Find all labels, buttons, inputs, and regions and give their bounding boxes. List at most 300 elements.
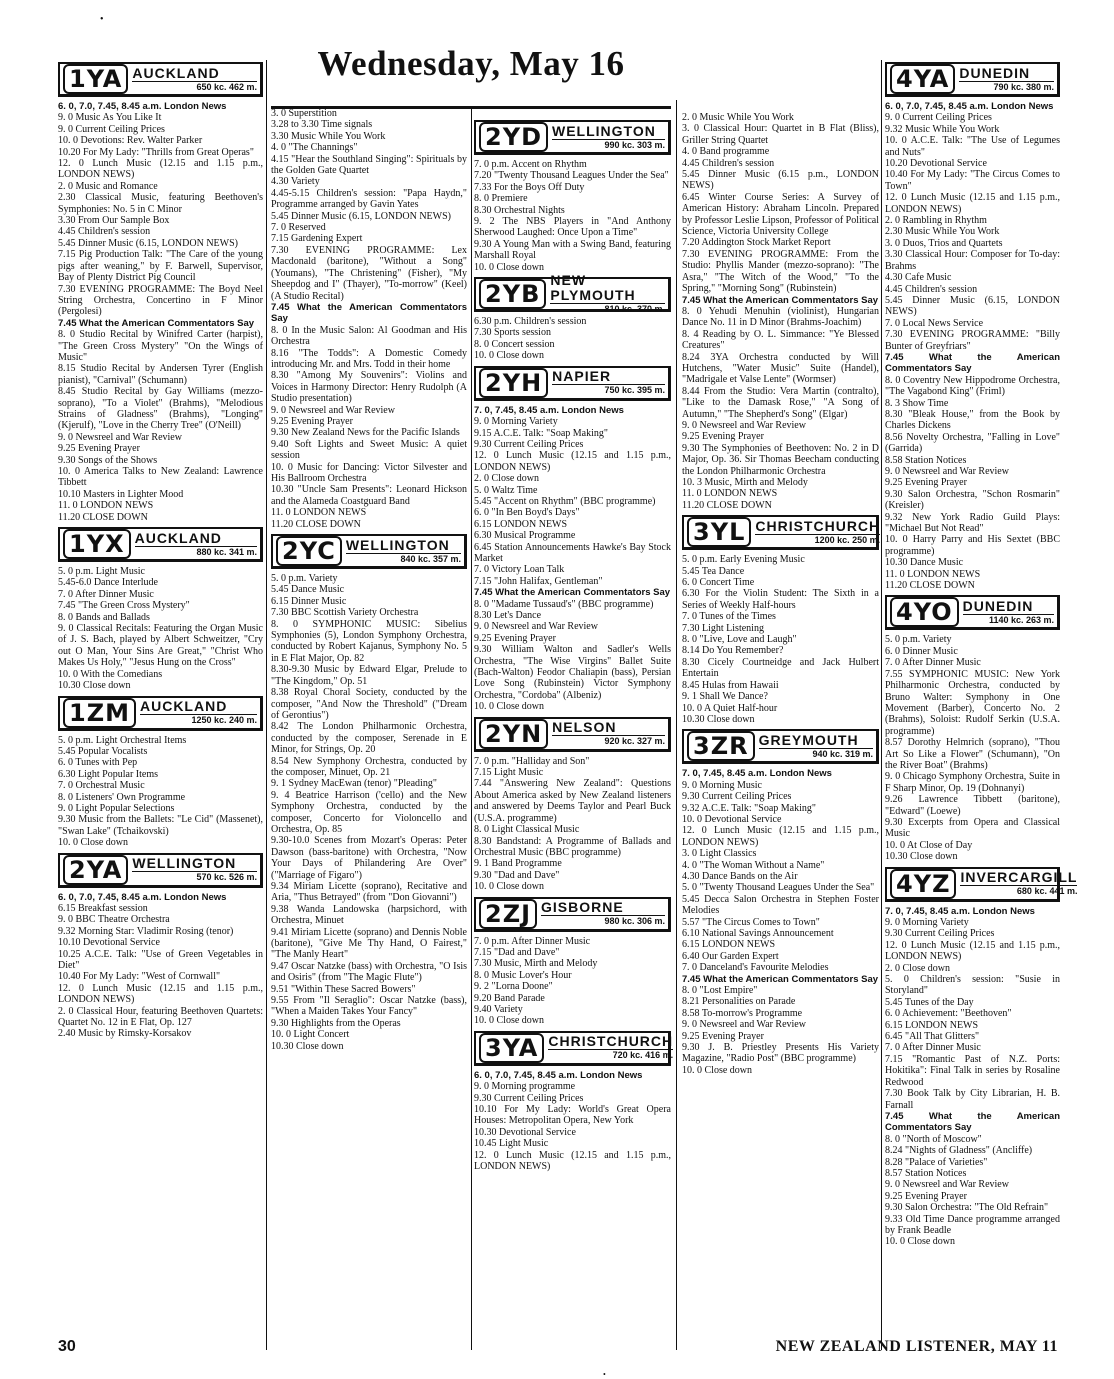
programme-entry: 6.15 LONDON NEWS (682, 939, 776, 951)
programme-entry: 12. 0 Lunch Music (12.15 and 1.15 p.m., LONDON NEWS) (885, 192, 1060, 215)
programme-entry: 9.41 Miriam Licette (soprano) and Dennis Noble (baritone), "Give Me Thy Hand, O Fairest," "The Manly Heart" (271, 926, 467, 961)
station-header-4yo (885, 595, 1060, 630)
station-frequency: 940 kc. 319 m. (812, 748, 873, 759)
programme-entry: 9.30 Highlights from the Operas (271, 1017, 401, 1029)
station-info (759, 733, 873, 760)
station-call-sign: 4YO (890, 597, 959, 627)
programme-entry: 9. 0 Newsreel and War Review (885, 1179, 1009, 1191)
programme-entry: 6.15 Dinner Music (271, 595, 347, 607)
programme-entry: 11. 0 LONDON NEWS (271, 507, 367, 519)
programme-entry: 9. 0 Newsreel and War Review (885, 466, 1009, 477)
programme-entry: 8. 0 SYMPHONIC MUSIC: Sibelius Symphonies (5), London Symphony Orchestra, conducted by Robert Kajanus, Symphony No. 5 in E Flat Major, Op. 82 (271, 618, 467, 664)
programme-entry: 7.30 Light Listening (682, 622, 764, 634)
station-header-3yl (682, 515, 879, 550)
programme-entry: 9. 2 The NBS Players in "And Anthony Sherwood Laughed: Once Upon a Time" (474, 216, 671, 239)
programme-entry: 9.32 Music While You Work (885, 123, 1000, 135)
station-header-3zr (682, 729, 879, 764)
programme-entry: 10. 0 Light Concert (271, 1029, 350, 1041)
programme-entry: 10. 0 Close down (474, 261, 544, 273)
programme-entry: 7. 0 After Dinner Music (885, 1042, 981, 1054)
programme-entry: 3. 0 Classical Hour: Quartet in B Flat (Bliss), Griller String Quartet (682, 123, 879, 146)
station-info (140, 699, 257, 726)
station-city: CHRISTCHURCH (755, 517, 881, 534)
programme-entry: 5. 0 p.m. Light Music (58, 566, 145, 578)
station-header-2zj (474, 897, 671, 932)
station-frequency: 1200 kc. 250 m. (814, 534, 881, 545)
station-header-4yz (885, 867, 1078, 902)
programme-entry: 5. 0 p.m. Variety (271, 573, 338, 585)
programme-entry: 11. 0 LONDON NEWS (885, 568, 981, 580)
programme-entry: 7.15 "Dad and Dave" (474, 946, 560, 958)
programme-entry: 9.30 Salon Orchestra: "The Old Refrain" (885, 1202, 1049, 1214)
programme-entry: 10. 0 Music for Dancing: Victor Silvester and His Ballroom Orchestra (271, 461, 467, 484)
programme-entry: 8.14 Do You Remember? (682, 645, 784, 657)
programme-entry: 7.30 Book Talk by City Librarian, H. B. Farnall (885, 1088, 1060, 1111)
station-header-2yb (474, 272, 671, 315)
column-2b (474, 116, 674, 1173)
station-info (960, 870, 1077, 897)
page-title: Wednesday, May 16 (317, 44, 625, 83)
programme-entry: 7.33 For the Boys Off Duty (474, 181, 585, 193)
programme-entry: 8. 4 Reading by O. L. Simmance: "Ye Blessed Creatures" (682, 328, 879, 352)
station-info (552, 369, 665, 396)
programme-entry: 10.40 For My Lady: "The Circus Comes to Town" (885, 169, 1060, 192)
column-divider (881, 60, 882, 1350)
programme-entry: 8.44 From the Studio: Vera Martin (contralto), "Like to the Damask Rose," "A Song of Autumn," "The Shepherd's Song" (Elgar) (682, 385, 879, 420)
programme-entry: 8.58 Station Notices (885, 454, 967, 466)
programme-entry: 7.15 "Romantic Past of N.Z. Ports: Hokitika": Final Talk in series by Rosaline Redwood (885, 1053, 1060, 1088)
programme-entry: 9. 1 Sydney MacEwan (tenor) "Pleading" (271, 778, 437, 790)
station-info (346, 538, 461, 565)
programme-entry: 9. 0 Morning Music (682, 779, 762, 791)
station-frequency: 570 kc. 526 m. (196, 872, 257, 883)
station-info (548, 1034, 673, 1061)
programme-entry: 8.24 3YA Orchestra conducted by Will Hutchens, "Water Music" Suite (Handel), "Madrigale et Valse Lente" (Wormser) (682, 351, 879, 386)
programme-entry: 3.30 From Our Sample Box (58, 215, 170, 227)
programme-entry: 8.54 New Symphony Orchestra, conducted by the composer, Minuet, Op. 21 (271, 755, 467, 778)
programme-entry: 4.15 "Hear the Southland Singing": Spirituals by the Golden Gate Quartet (271, 153, 467, 177)
programme-entry: 9. 0 Classical Recitals: Featuring the Organ Music of J. S. Bach, played by Albert Schweitzer, "Cry out O Man, Your Sins Are Great," "Christ Who Makes Us Holy," "Jesus Hung on the Cross" (58, 623, 263, 669)
programme-entry: 8.24 "Nights of Gladness" (Ancliffe) (885, 1145, 1033, 1157)
programme-entry: 10.40 For My Lady: "West of Cornwall" (58, 971, 221, 983)
programme-entry: 9.32 New York Radio Guild Plays: "Michael But Not Read" (885, 511, 1060, 535)
station-header-2ya (58, 853, 263, 888)
station-call-sign: 4YZ (890, 869, 956, 899)
station-frequency: 990 kc. 303 m. (604, 139, 665, 150)
programme-entry: 8. 0 "Lost Empire" (682, 985, 758, 997)
programme-entry: 8. 0 "Live, Love and Laugh" (682, 634, 797, 646)
programme-entry: 9.30 Songs of the Shows (58, 454, 158, 466)
programme-entry: 5. 0 p.m. Light Orchestral Items (58, 734, 187, 746)
programme-entry: 8.57 Dorothy Helmrich (soprano), "Thou Art So Like a Flower" (Schumann), "On the River Boat" (Brahms) (885, 737, 1060, 771)
station-header-1zm (58, 696, 263, 731)
column-2a (271, 108, 467, 1052)
station-city: WELLINGTON (346, 538, 461, 554)
programme-entry: 8. 0 Concert session (474, 338, 555, 350)
programme-entry: 10. 0 Close down (474, 701, 544, 713)
station-call-sign: 4YA (890, 64, 955, 94)
programme-entry: 9.30 Excerpts from Opera and Classical Music (885, 816, 1060, 840)
programme-entry: 9.30 Current Ceiling Prices (474, 1092, 584, 1104)
programme-entry: 6. 0, 7.0, 7.45, 8.45 a.m. London News (885, 101, 1054, 112)
programme-entry: 8.38 Royal Choral Society, conducted by the composer, "And Now the Threshold" ("Dream of Gerontius") (271, 687, 467, 721)
programme-entry: 9. 0 Current Ceiling Prices (58, 123, 165, 135)
programme-entry: 2. 0 Close down (474, 473, 539, 485)
programme-entry: 10. 0 America Talks to New Zealand: Lawrence Tibbett (58, 466, 263, 489)
station-header-4ya (885, 62, 1060, 97)
programme-entry: 12. 0 Lunch Music (12.15 and 1.15 p.m., LONDON NEWS) (885, 939, 1060, 963)
programme-entry: 6. 0, 7.0, 7.45, 8.45 a.m. London News (58, 101, 227, 112)
station-header-1yx (58, 527, 263, 562)
programme-entry: 7.15 Gardening Expert (271, 233, 363, 245)
station-city: DUNEDIN (959, 66, 1054, 82)
programme-entry: 10.10 Devotional Service (58, 937, 160, 949)
programme-entry: 6.45 Winter Course Series: A Survey of American History: Abraham Lincoln. Prepared by Professor Leslie Lipson, Professor of Political Science, Victoria University College (682, 191, 879, 238)
programme-entry: 7. 0 p.m. After Dinner Music (474, 935, 591, 947)
programme-entry: 7.15 Light Music (474, 767, 544, 779)
station-frequency: 810 kc. 370 m. (604, 304, 665, 315)
station-frequency: 1140 kc. 263 m. (988, 614, 1054, 625)
programme-entry: 5.45 Dinner Music (6.15, LONDON NEWS) (58, 237, 238, 249)
programme-entry: 9.38 Wanda Landowska (harpsichord, with Orchestra, Minuet (271, 903, 467, 927)
station-info (550, 273, 665, 315)
station-info (552, 720, 665, 747)
programme-entry: 2. 0 Music and Romance (58, 180, 158, 192)
programme-entry: 6. 0 Dinner Music (885, 645, 958, 657)
programme-entry: 9.30 Current Ceiling Prices (885, 928, 995, 940)
programme-entry: 10. 0 At Close of Day (885, 839, 973, 851)
programme-entry: 2. 0 Close down (885, 962, 950, 974)
programme-entry: 9.25 Evening Prayer (682, 431, 764, 443)
station-header-3ya (474, 1031, 674, 1066)
programme-entry: 4.30 Variety (271, 176, 320, 188)
programme-entry: 10. 0 Close down (682, 1064, 752, 1076)
programme-entry: 9.47 Oscar Natzke (bass) with Orchestra, "O Isis and Osiris" (from "The Magic Flute") (271, 960, 467, 984)
programme-entry: 9.25 Evening Prayer (58, 443, 140, 455)
programme-entry: 6.30 Musical Programme (474, 530, 576, 542)
programme-entry: 6.15 LONDON NEWS (474, 518, 568, 530)
programme-entry: 10. 0 Close down (474, 1015, 544, 1027)
programme-entry: 9.30 Current Ceiling Prices (682, 791, 792, 803)
station-info (552, 124, 665, 151)
station-city: WELLINGTON (552, 124, 665, 140)
programme-entry: 9. 0 Newsreel and War Review (682, 419, 806, 431)
column-1 (58, 58, 263, 1040)
station-city: AUCKLAND (140, 699, 257, 715)
programme-entry: 8.30 Orchestral Nights (474, 204, 565, 216)
programme-entry: 9. 0 Newsreel and War Review (682, 1019, 806, 1031)
station-call-sign: 1YX (63, 529, 131, 559)
programme-entry: 9.25 Evening Prayer (271, 415, 353, 427)
programme-entry: 9.32 A.C.E. Talk: "Soap Making" (682, 802, 816, 814)
programme-entry: 3.30 Music While You Work (271, 130, 386, 142)
programme-entry: 4.45 Children's session (682, 157, 775, 169)
publication-footer: NEW ZEALAND LISTENER, MAY 11 (775, 1338, 1058, 1355)
station-city: AUCKLAND (135, 531, 257, 547)
station-header-1ya (58, 62, 263, 97)
programme-entry: 3. 0 Superstition (271, 108, 337, 119)
programme-entry: 10. 0 Devotions: Rev. Walter Parker (58, 135, 203, 147)
station-call-sign: 2YN (479, 719, 548, 749)
programme-entry: 10.30 Dance Music (885, 557, 964, 569)
programme-entry: 9.26 Lawrence Tibbett (baritone), "Edward" (Loewe) (885, 794, 1060, 817)
programme-entry: 7. 0 Danceland's Favourite Melodies (682, 962, 829, 974)
programme-entry: 10.30 Close down (271, 1040, 344, 1052)
station-city: GISBORNE (541, 900, 665, 916)
programme-entry: 9. 0 BBC Theatre Orchestra (58, 914, 170, 926)
programme-entry: 5. 0 p.m. Variety (885, 634, 952, 646)
programme-entry: 10.25 A.C.E. Talk: "Use of Green Vegetables in Diet" (58, 948, 263, 971)
programme-entry: 7.15 Pig Production Talk: "The Care of the young pigs after weaning," by F. Barwell, Supervisor, Bay of Plenty District Pig Council (58, 249, 263, 284)
programme-entry: 10.10 For My Lady: World's Great Opera Houses: Metropolitan Opera, New York (474, 1104, 671, 1127)
programme-entry: 8. 0 "Madame Tussaud's" (BBC programme) (474, 598, 654, 610)
programme-entry: 9.30 William Walton and Sadler's Wells Orchestra, "The Wise Virgins" Ballet Suite (Bach-Walton) Feodor Chaliapin (bass), Persian Love Song (Rubinstein) Victor Symphony Orchestra, "Cordoba" (Albeniz) (474, 644, 671, 701)
programme-entry: 6.30 p.m. Children's session (474, 316, 587, 328)
programme-entry: 8.30 "Among My Souvenirs": Violins and Voices in Harmony Director: Henry Rudolph (A Studio presentation) (271, 370, 467, 405)
programme-entry: 2. 0 Music While You Work (682, 112, 794, 123)
programme-entry: 9.30 J. B. Priestley Presents His Variety Magazine, "Radio Post" (BBC programme) (682, 1042, 879, 1065)
station-city: NAPIER (552, 369, 665, 385)
programme-entry: 4. 0 "The Channings" (271, 142, 358, 154)
programme-entry: 12. 0 Lunch Music (12.15 and 1.15 p.m., LONDON NEWS) (58, 982, 263, 1006)
programme-entry: 5.45 Decca Salon Orchestra in Stephen Foster Melodies (682, 893, 879, 917)
programme-entry: 7.30 Music, Mirth and Melody (474, 958, 598, 970)
station-frequency: 790 kc. 380 m. (993, 81, 1054, 92)
programme-entry: 12. 0 Lunch Music (12.15 and 1.15 p.m., LONDON NEWS) (58, 158, 263, 181)
programme-entry: 8.30-9.30 Music by Edward Elgar, Prelude to "The Kingdom," Op. 51 (271, 664, 467, 687)
programme-entry: 9. 4 Beatrice Harrison ('cello) and the New Symphony Orchestra, conducted by the composer, Concerto for Violoncello and Orchestra, Op. 85 (271, 789, 467, 835)
programme-entry: 11.20 CLOSE DOWN (58, 511, 148, 523)
station-city: WELLINGTON (132, 856, 257, 872)
programme-entry: 7.45 What the American Commentators Say (58, 317, 255, 329)
programme-entry: 5.57 "The Circus Comes to Town" (682, 916, 820, 928)
programme-entry: 10.20 Devotional Service (885, 158, 987, 170)
station-city: CHRISTCHURCH (548, 1033, 674, 1050)
programme-entry: 9. 0 Morning Variety (474, 416, 558, 428)
programme-entry: 7. 0 Victory Loan Talk (474, 564, 565, 576)
programme-entry: 3. 0 Duos, Trios and Quartets (885, 237, 1003, 249)
programme-entry: 7.30 EVENING PROGRAMME: The Boyd Neel String Orchestra, Concertino in F Minor (Pergolesi) (58, 283, 263, 318)
station-city: GREYMOUTH (759, 733, 873, 749)
programme-entry: 2.40 Music by Rimsky-Korsakov (58, 1028, 192, 1040)
programme-entry: 8. 0 "North of Moscow" (885, 1133, 982, 1145)
programme-entry: 5. 0 p.m. Early Evening Music (682, 554, 805, 566)
station-info (755, 519, 880, 546)
programme-entry: 8.45 Studio Recital by Gay Williams (mezzo-soprano), "To a Violet" (Brahms), "Melodious Strains of Gladness" (Brahms), "Longing" (Kjerulf), "Love in the Cherry Tree" (O'Neill) (58, 386, 263, 432)
station-call-sign: 2YD (479, 122, 548, 152)
programme-entry: 8. 0 Light Classical Music (474, 824, 580, 836)
programme-entry: 7.55 SYMPHONIC MUSIC: New York Philharmonic Orchestra, conducted by Bruno Walter: Symphony in One Movement (Barber), Concerto No. 2 (Brahms), Soloist: Rudolf Serkin (U.S.A. programme) (885, 668, 1060, 737)
programme-entry: 7.45 What the American Commentators Say (682, 973, 879, 985)
station-call-sign: 3YA (479, 1033, 544, 1063)
programme-entry: 5.45 Dinner Music (6.15, LONDON NEWS) (271, 210, 451, 222)
programme-entry: 8.30 Cicely Courtneidge and Jack Hulbert Entertain (682, 656, 879, 680)
programme-entry: 8.30 Let's Dance (474, 610, 542, 621)
programme-entry: 10. 0 A.C.E. Talk: "The Use of Legumes and Nuts" (885, 135, 1060, 158)
programme-entry: 9.30 New Zealand News for the Pacific Islands (271, 427, 460, 439)
programme-entry: 6.30 For the Violin Student: The Sixth in a Series of Weekly Half-hours (682, 588, 879, 611)
station-info (132, 856, 257, 883)
programme-entry: 5.45 Dinner Music (6.15 p.m., LONDON NEWS) (682, 169, 879, 192)
programme-entry: 11. 0 LONDON NEWS (682, 488, 778, 500)
programme-entry: 6.15 Breakfast session (58, 902, 148, 914)
programme-entry: 9. 0 Current Ceiling Prices (885, 112, 992, 124)
programme-entry: 7. 0 Reserved (271, 222, 326, 234)
programme-entry: 5.45 Popular Vocalists (58, 745, 148, 757)
programme-entry: 8. 3 Show Time (885, 397, 949, 409)
station-frequency: 840 kc. 357 m. (400, 553, 461, 564)
programme-entry: 6.45 Station Announcements Hawke's Bay Stock Market (474, 541, 671, 564)
programme-entry: 4. 0 Band programme (682, 146, 770, 158)
programme-entry: 10. 0 Close down (474, 350, 544, 362)
programme-entry: 6.10 National Savings Announcement (682, 928, 834, 939)
programme-entry: 2.30 Music While You Work (885, 226, 1000, 238)
programme-entry: 7.30 BBC Scottish Variety Orchestra (271, 607, 419, 619)
programme-entry: 9. 0 Chicago Symphony Orchestra, Suite in F Sharp Minor, Op. 19 (Dohnanyi) (885, 771, 1060, 794)
programme-entry: 4.30 Dance Bands on the Air (682, 870, 798, 882)
programme-entry: 9.32 Morning Star: Vladimir Rosing (tenor) (58, 925, 234, 937)
programme-entry: 9.34 Miriam Licette (soprano), Recitative and Aria, "Thus Betrayed" (from "Don Giovanni") (271, 881, 467, 904)
programme-entry: 4.30 Cafe Music (885, 272, 952, 284)
programme-entry: 7.30 Sports session (474, 327, 551, 339)
station-info (132, 66, 257, 93)
programme-entry: 6. 0 Concert Time (682, 577, 755, 589)
programme-entry: 5. 0 Waltz Time (474, 484, 538, 496)
programme-entry: 9. 0 Newsreel and War Review (474, 621, 598, 633)
programme-entry: 7. 0 Orchestral Music (58, 780, 145, 792)
programme-entry: 7. 0 Tunes of the Times (682, 611, 776, 623)
programme-entry: 7.30 EVENING PROGRAMME: From the Studio: Phyllis Mander (mezzo-soprano): "The Asra," "The Witch of the Wood," "To the Spring," "Morning Song" (Rubinstein) (682, 248, 879, 295)
programme-entry: 2.30 Classical Music, featuring Beethoven's Symphonies: No. 5 in C Minor (58, 192, 263, 215)
station-header-2yc (271, 534, 467, 569)
programme-entry: 8. 0 In the Music Salon: Al Goodman and His Orchestra (271, 324, 467, 348)
programme-entry: 9.25 Evening Prayer (474, 632, 556, 644)
programme-entry: 12. 0 Lunch Music (12.15 and 1.15 p.m., LONDON NEWS) (474, 1149, 671, 1173)
programme-entry: 5.45 "Accent on Rhythm" (BBC programme) (474, 495, 656, 507)
programme-entry: 7. 0, 7.45, 8.45 a.m. London News (474, 404, 624, 416)
programme-entry: 10. 0 Close down (474, 881, 544, 893)
programme-entry: 9.51 "Within These Sacred Bowers" (271, 983, 416, 995)
programme-entry: 8. 0 Music Lover's Hour (474, 969, 572, 981)
station-call-sign: 3YL (687, 517, 751, 547)
programme-entry: 6.15 LONDON NEWS (885, 1019, 979, 1031)
programme-entry: 7. 0 After Dinner Music (885, 657, 981, 669)
programme-entry: 7.45 What the American Commentators Say (682, 294, 879, 306)
programme-entry: 7.45 What the American Commentators Say (474, 587, 671, 599)
programme-entry: 8. 0 Premiere (474, 193, 528, 205)
programme-entry: 7.45 What the American Commentators Say (885, 351, 1060, 375)
station-info (541, 900, 665, 927)
station-city: INVERCARGILL (960, 869, 1078, 886)
programme-entry: 8.28 "Palace of Varieties" (885, 1156, 988, 1168)
programme-entry: 9.30 Current Ceiling Prices (474, 438, 584, 450)
station-frequency: 650 kc. 462 m. (196, 81, 257, 92)
station-frequency: 680 kc. 441 m. (1016, 886, 1078, 897)
column-4 (885, 58, 1078, 1248)
programme-entry: 9. 1 Shall We Dance? (682, 691, 768, 703)
column-divider (266, 60, 267, 1350)
programme-entry: 6. 0 "In Ben Boyd's Days" (474, 507, 580, 519)
programme-entry: 9.30 A Young Man with a Swing Band, featuring Marshall Royal (474, 238, 671, 262)
station-call-sign: 2YH (479, 368, 548, 398)
programme-entry: 8.42 The London Philharmonic Orchestra, conducted by the composer, Serenade in E Minor, for Strings, Op. 20 (271, 721, 467, 756)
programme-entry: 7.45 What the American Commentators Say (885, 1110, 1060, 1134)
programme-entry: 9. 2 "Lorna Doone" (474, 981, 553, 993)
programme-entry: 9.30 The Symphonies of Beethoven: No. 2 in D Major, Op. 36. Sir Thomas Beecham conducting the London Philharmonic Orchestra (682, 442, 879, 477)
programme-entry: 9. 1 Band Programme (474, 858, 562, 870)
programme-entry: 9.30 Music from the Ballets: "Le Cid" (Massenet), "Swan Lake" (Tchaikovski) (58, 814, 263, 837)
programme-entry: 11.20 CLOSE DOWN (682, 499, 772, 511)
programme-entry: 3.28 to 3.30 Time signals (271, 119, 373, 131)
column-3 (682, 112, 879, 1076)
programme-entry: 7.44 "Answering New Zealand": Questions About America asked by New Zealand listeners and answered by Deems Taylor and Pearl Buck (U.S.A. programme) (474, 778, 671, 824)
programme-entry: 7. 0 Local News Service (885, 317, 984, 329)
programme-entry: 10. 0 Close down (58, 837, 128, 849)
programme-entry: 7.45 What the American Commentators Say (271, 301, 467, 325)
programme-entry: 8. 0 Studio Recital by Winifred Carter (harpist), "The Green Cross Mystery" "On the Wings of Music" (58, 329, 263, 363)
programme-entry: 4.45 Children's session (885, 283, 978, 295)
programme-entry: 3.30 Classical Hour: Composer for To-day: Brahms (885, 249, 1060, 272)
programme-entry: 10.20 For My Lady: "Thrills from Great Operas" (58, 146, 254, 158)
station-call-sign: 1YA (63, 64, 128, 94)
programme-entry: 8.56 Novelty Orchestra, "Falling in Love" (Garrida) (885, 431, 1060, 455)
programme-entry: 7.20 "Twenty Thousand Leagues Under the Sea" (474, 170, 669, 182)
programme-entry: 12. 0 Lunch Music (12.15 and 1.15 p.m., LONDON NEWS) (474, 450, 671, 473)
programme-entry: 7.45 "The Green Cross Mystery" (58, 600, 190, 612)
programme-entry: 8.16 "The Todds": A Domestic Comedy introducing Mr. and Mrs. Todd in their home (271, 347, 467, 370)
station-frequency: 720 kc. 416 m. (612, 1050, 674, 1061)
programme-entry: 9. 0 Morning Variety (885, 917, 969, 928)
programme-entry: 6.30 Light Popular Items (58, 768, 158, 780)
programme-entry: 9.15 A.C.E. Talk: "Soap Making" (474, 427, 608, 439)
programme-entry: 10.30 Devotional Service (474, 1126, 576, 1138)
programme-entry: 4.45-5.15 Children's session: "Papa Haydn," Programme arranged by Gavin Yates (271, 187, 467, 211)
station-header-2yh (474, 366, 671, 401)
programme-entry: 5. 0 "Twenty Thousand Leagues Under the Sea" (682, 882, 875, 894)
programme-entry: 10.10 Masters in Lighter Mood (58, 488, 184, 500)
programme-entry: 8.30 "Bleak House," from the Book by Charles Dickens (885, 408, 1060, 432)
station-call-sign: 2YB (479, 279, 546, 309)
programme-entry: 10.45 Light Music (474, 1138, 549, 1150)
programme-entry: 7.20 Addington Stock Market Report (682, 237, 831, 249)
station-city: NELSON (552, 720, 665, 736)
programme-entry: 7.15 "John Halifax, Gentleman" (474, 575, 603, 587)
station-info (959, 66, 1054, 93)
programme-entry: 6. 0 Achievement: "Beethoven" (885, 1008, 1012, 1020)
programme-entry: 8.21 Personalities on Parade (682, 996, 796, 1008)
programme-entry: 7. 0 After Dinner Music (58, 588, 154, 600)
station-city: NEW PLYMOUTH (550, 273, 665, 304)
programme-entry: 10. 0 A Quiet Half-hour (682, 702, 778, 714)
programme-entry: 9.30-10.0 Scenes from Mozart's Operas: Peter Dawson (bass-baritone) with Orchestra, "Now Your Days of Philandering Are Over" ("Marriage of Figaro") (271, 835, 467, 881)
programme-entry: 8.58 To-morrow's Programme (682, 1007, 803, 1019)
programme-entry: 9.25 Evening Prayer (885, 477, 967, 489)
programme-entry: 8. 0 Coventry New Hippodrome Orchestra, "The Vagabond King" (Friml) (885, 374, 1060, 398)
programme-entry: 7. 0 p.m. Accent on Rhythm (474, 159, 587, 170)
programme-entry: 3. 0 Light Classics (682, 848, 757, 860)
programme-entry: 5.45 Dinner Music (6.15, LONDON NEWS) (885, 294, 1060, 318)
programme-entry: 10.30 Close down (682, 713, 755, 725)
programme-entry: 7.30 EVENING PROGRAMME: Lex Macdonald (baritone), "Without a Song" (Youmans), "The Christening" (Fisher), "My Sheepdog and I" (Thayer), "To-morrow" (Keel) (A Studio Recital) (271, 244, 467, 302)
programme-entry: 9.30 Salon Orchestra, "Schon Rosmarin" (Kreisler) (885, 488, 1060, 512)
station-call-sign: 2YA (63, 855, 128, 885)
programme-entry: 6.40 Our Garden Expert (682, 950, 779, 962)
programme-entry: 10. 3 Music, Mirth and Melody (682, 477, 808, 488)
programme-entry: 7. 0 p.m. "Halliday and Son" (474, 755, 590, 767)
station-call-sign: 3ZR (687, 731, 755, 761)
programme-entry: 9.40 Variety (474, 1003, 523, 1015)
programme-entry: 10.30 Close down (58, 680, 131, 692)
